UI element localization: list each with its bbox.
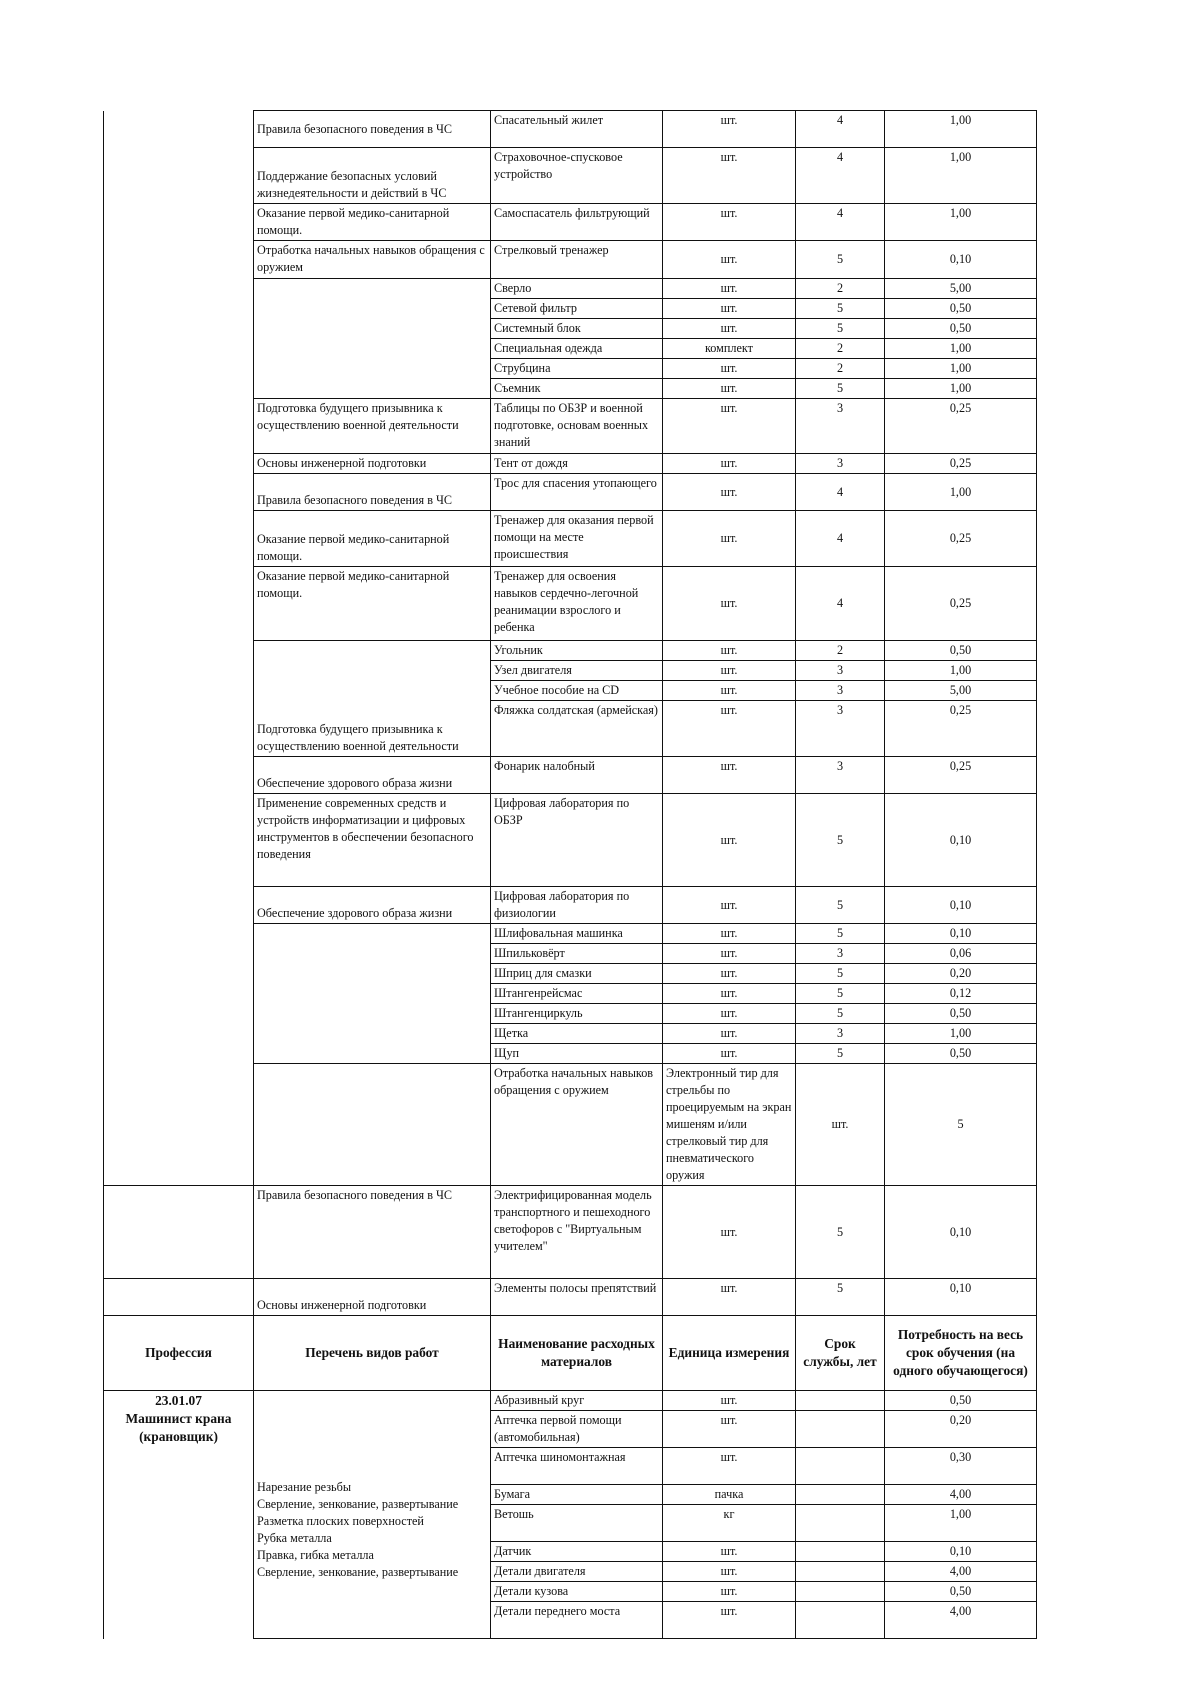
- need-cell: 0,50: [885, 1044, 1037, 1064]
- life-cell: 5: [796, 887, 885, 924]
- material-cell: Детали переднего моста: [491, 1602, 663, 1639]
- work-cell: Отработка начальных навыков обращения с оружием: [254, 241, 491, 279]
- unit-cell: шт.: [663, 887, 796, 924]
- material-cell: Шприц для смазки: [491, 964, 663, 984]
- material-cell: Электронный тир для стрельбы по проецируемым на экран мишеням и/или стрелковый тир для пневматического оружия: [663, 1064, 796, 1186]
- life-cell: 3: [796, 701, 885, 757]
- work-cell: Основы инженерной подготовки: [254, 1279, 491, 1316]
- material-cell: Элементы полосы препятствий: [491, 1279, 663, 1316]
- life-cell: [796, 1448, 885, 1485]
- material-cell: Учебное пособие на CD: [491, 681, 663, 701]
- need-cell: 0,10: [885, 924, 1037, 944]
- unit-cell: шт.: [663, 279, 796, 299]
- table-row: [104, 111, 1037, 148]
- material-cell: Щуп: [491, 1044, 663, 1064]
- life-cell: 4: [796, 511, 885, 567]
- life-cell: [796, 1562, 885, 1582]
- life-cell: 3: [796, 757, 885, 794]
- life-cell: 4: [796, 148, 885, 204]
- need-cell: 0,12: [885, 984, 1037, 1004]
- life-cell: 5: [796, 319, 885, 339]
- unit-cell: шт.: [663, 757, 796, 794]
- need-cell: 0,50: [885, 1004, 1037, 1024]
- unit-cell: шт.: [663, 474, 796, 511]
- life-cell: 4: [796, 474, 885, 511]
- material-cell: Аптечка первой помощи (автомобильная): [491, 1411, 663, 1448]
- unit-cell: шт.: [663, 454, 796, 474]
- unit-cell: пачка: [663, 1485, 796, 1505]
- unit-cell: шт.: [663, 567, 796, 641]
- need-cell: 0,10: [885, 241, 1037, 279]
- life-cell: 5: [885, 1064, 1037, 1186]
- need-cell: 1,00: [885, 1505, 1037, 1542]
- table-row: [104, 1186, 1037, 1279]
- unit-cell: шт.: [663, 359, 796, 379]
- unit-cell: шт.: [663, 511, 796, 567]
- need-cell: 0,50: [885, 319, 1037, 339]
- unit-cell: шт.: [663, 681, 796, 701]
- unit-cell: шт.: [663, 1562, 796, 1582]
- material-cell: Детали двигателя: [491, 1562, 663, 1582]
- need-cell: 1,00: [885, 111, 1037, 148]
- work-cell: Отработка начальных навыков обращения с оружием: [491, 1064, 663, 1186]
- life-cell: 3: [796, 1024, 885, 1044]
- life-cell: 2: [796, 359, 885, 379]
- life-cell: 2: [796, 279, 885, 299]
- work-item: Рубка металла: [257, 1531, 332, 1545]
- unit-cell: шт.: [663, 944, 796, 964]
- life-cell: [796, 1542, 885, 1562]
- work-cell: Правила безопасного поведения в ЧС: [254, 111, 491, 148]
- life-cell: 5: [796, 794, 885, 887]
- material-cell: Специальная одежда: [491, 339, 663, 359]
- material-cell: Бумага: [491, 1485, 663, 1505]
- need-cell: 1,00: [885, 359, 1037, 379]
- material-cell: Фонарик налобный: [491, 757, 663, 794]
- work-cell: Применение современных средств и устройств информатизации и цифровых инструментов в обеспечении безопасного поведения: [254, 794, 491, 887]
- unit-cell: шт.: [663, 1004, 796, 1024]
- work-item: Сверление, зенкование, развертывание: [257, 1497, 459, 1511]
- life-cell: 3: [796, 944, 885, 964]
- need-cell: 0,25: [885, 454, 1037, 474]
- need-cell: 0,10: [885, 1186, 1037, 1279]
- need-cell: 4,00: [885, 1602, 1037, 1639]
- need-cell: 0,10: [885, 794, 1037, 887]
- life-cell: 2: [796, 641, 885, 661]
- need-cell: 0,25: [885, 511, 1037, 567]
- material-cell: Абразивный круг: [491, 1391, 663, 1411]
- profession-cell: [104, 1391, 254, 1639]
- material-cell: Стрелковый тренажер: [491, 241, 663, 279]
- need-cell: 0,20: [885, 1411, 1037, 1448]
- profession-cell-empty: [254, 1064, 491, 1186]
- material-cell: Фляжка солдатская (армейская): [491, 701, 663, 757]
- need-cell: 0,25: [885, 399, 1037, 454]
- header-works: Перечень видов работ: [254, 1316, 491, 1391]
- unit-cell: шт.: [796, 1064, 885, 1186]
- work-cell: Правила безопасного поведения в ЧС: [254, 1186, 491, 1279]
- material-cell: Трос для спасения утопающего: [491, 474, 663, 511]
- material-cell: Таблицы по ОБЗР и военной подготовке, основам военных знаний: [491, 399, 663, 454]
- need-cell: 0,10: [885, 1542, 1037, 1562]
- need-cell: 0,50: [885, 641, 1037, 661]
- materials-table: [103, 110, 1037, 1639]
- work-cell: Поддержание безопасных условий жизнедеятельности и действий в ЧС: [254, 148, 491, 204]
- header-life: Срок службы, лет: [796, 1316, 885, 1391]
- profession-cell-empty: [104, 1279, 254, 1316]
- life-cell: 5: [796, 1004, 885, 1024]
- unit-cell: шт.: [663, 111, 796, 148]
- need-cell: 1,00: [885, 339, 1037, 359]
- material-cell: Штангенрейсмас: [491, 984, 663, 1004]
- life-cell: [796, 1391, 885, 1411]
- material-cell: Спасательный жилет: [491, 111, 663, 148]
- work-cell: [254, 279, 491, 399]
- life-cell: 4: [796, 567, 885, 641]
- profession-code: 23.01.07: [155, 1393, 202, 1408]
- unit-cell: шт.: [663, 241, 796, 279]
- works-list-cell: [254, 1391, 491, 1639]
- life-cell: 5: [796, 1279, 885, 1316]
- need-cell: 0,10: [885, 887, 1037, 924]
- life-cell: [796, 1505, 885, 1542]
- unit-cell: шт.: [663, 661, 796, 681]
- table-row: [104, 1279, 1037, 1316]
- unit-cell: шт.: [663, 1448, 796, 1485]
- unit-cell: кг: [663, 1505, 796, 1542]
- need-cell: 1,00: [885, 1024, 1037, 1044]
- material-cell: Цифровая лаборатория по ОБЗР: [491, 794, 663, 887]
- material-cell: Щетка: [491, 1024, 663, 1044]
- unit-cell: шт.: [663, 148, 796, 204]
- profession-name: Машинист крана (крановщик): [125, 1411, 232, 1444]
- life-cell: 5: [796, 241, 885, 279]
- life-cell: 5: [796, 984, 885, 1004]
- need-cell: 0,06: [885, 944, 1037, 964]
- need-cell: 0,25: [885, 701, 1037, 757]
- material-cell: Цифровая лаборатория по физиологии: [491, 887, 663, 924]
- life-cell: 5: [796, 299, 885, 319]
- material-cell: Съемник: [491, 379, 663, 399]
- unit-cell: шт.: [663, 379, 796, 399]
- need-cell: 0,50: [885, 299, 1037, 319]
- need-cell: 1,00: [885, 474, 1037, 511]
- work-item: Разметка плоских поверхностей: [257, 1514, 424, 1528]
- life-cell: 3: [796, 681, 885, 701]
- material-cell: Сетевой фильтр: [491, 299, 663, 319]
- work-cell: [254, 924, 491, 1064]
- material-cell: Струбцина: [491, 359, 663, 379]
- unit-cell: шт.: [663, 399, 796, 454]
- unit-cell: шт.: [663, 794, 796, 887]
- profession-cell-empty: [104, 1186, 254, 1279]
- work-cell: Оказание первой медико-санитарной помощи.: [254, 511, 491, 567]
- work-item: Правка, гибка металла: [257, 1548, 374, 1562]
- material-cell: Ветошь: [491, 1505, 663, 1542]
- header-unit: Единица измерения: [663, 1316, 796, 1391]
- material-cell: Детали кузова: [491, 1582, 663, 1602]
- need-cell: 0,25: [885, 757, 1037, 794]
- need-cell: 0,50: [885, 1582, 1037, 1602]
- need-cell: 0,50: [885, 1391, 1037, 1411]
- work-item: Нарезание резьбы: [257, 1480, 352, 1494]
- need-cell: 1,00: [885, 661, 1037, 681]
- unit-cell: шт.: [663, 1279, 796, 1316]
- unit-cell: комплект: [663, 339, 796, 359]
- life-cell: 4: [796, 111, 885, 148]
- material-cell: Страховочное-спусковое устройство: [491, 148, 663, 204]
- header-profession: Профессия: [104, 1316, 254, 1391]
- header-need: Потребность на весь срок обучения (на одного обучающегося): [885, 1316, 1037, 1391]
- unit-cell: шт.: [663, 1542, 796, 1562]
- need-cell: 4,00: [885, 1562, 1037, 1582]
- work-cell: Обеспечение здорового образа жизни: [254, 757, 491, 794]
- unit-cell: шт.: [663, 204, 796, 241]
- unit-cell: шт.: [663, 1024, 796, 1044]
- life-cell: [796, 1411, 885, 1448]
- life-cell: 5: [796, 1186, 885, 1279]
- life-cell: 5: [796, 964, 885, 984]
- unit-cell: шт.: [663, 924, 796, 944]
- work-cell: Правила безопасного поведения в ЧС: [254, 474, 491, 511]
- material-cell: Самоспасатель фильтрующий: [491, 204, 663, 241]
- unit-cell: шт.: [663, 1044, 796, 1064]
- unit-cell: шт.: [663, 984, 796, 1004]
- need-cell: 5,00: [885, 279, 1037, 299]
- life-cell: 5: [796, 1044, 885, 1064]
- material-cell: Тренажер для освоения навыков сердечно-легочной реанимации взрослого и ребенка: [491, 567, 663, 641]
- unit-cell: шт.: [663, 1411, 796, 1448]
- profession-cell-empty: [104, 111, 254, 1186]
- unit-cell: шт.: [663, 319, 796, 339]
- life-cell: [796, 1602, 885, 1639]
- life-cell: 2: [796, 339, 885, 359]
- unit-cell: шт.: [663, 1186, 796, 1279]
- need-cell: 0,10: [885, 1279, 1037, 1316]
- life-cell: 4: [796, 204, 885, 241]
- material-cell: Тент от дождя: [491, 454, 663, 474]
- need-cell: 0,25: [885, 567, 1037, 641]
- life-cell: 3: [796, 661, 885, 681]
- unit-cell: шт.: [663, 1391, 796, 1411]
- work-cell: Подготовка будущего призывника к осуществлению военной деятельности: [254, 641, 491, 757]
- work-cell: Оказание первой медико-санитарной помощи.: [254, 567, 491, 641]
- unit-cell: шт.: [663, 641, 796, 661]
- header-material: Наименование расходных материалов: [491, 1316, 663, 1391]
- need-cell: 5,00: [885, 681, 1037, 701]
- life-cell: 5: [796, 379, 885, 399]
- material-cell: Сверло: [491, 279, 663, 299]
- material-cell: Штангенциркуль: [491, 1004, 663, 1024]
- work-cell: Обеспечение здорового образа жизни: [254, 887, 491, 924]
- material-cell: Шлифовальная машинка: [491, 924, 663, 944]
- need-cell: 4,00: [885, 1485, 1037, 1505]
- document-page: [103, 110, 1036, 1639]
- need-cell: 1,00: [885, 148, 1037, 204]
- need-cell: 0,30: [885, 1448, 1037, 1485]
- life-cell: 3: [796, 454, 885, 474]
- work-item: Сверление, зенкование, развертывание: [257, 1565, 459, 1579]
- work-cell: Основы инженерной подготовки: [254, 454, 491, 474]
- unit-cell: шт.: [663, 1582, 796, 1602]
- life-cell: [796, 1485, 885, 1505]
- work-cell: Подготовка будущего призывника к осуществлению военной деятельности: [254, 399, 491, 454]
- material-cell: Аптечка шиномонтажная: [491, 1448, 663, 1485]
- table-row: [104, 1391, 1037, 1411]
- material-cell: Электрифицированная модель транспортного и пешеходного светофоров с "Виртуальным учителем": [491, 1186, 663, 1279]
- table-header-row: [104, 1316, 1037, 1391]
- life-cell: 5: [796, 924, 885, 944]
- unit-cell: шт.: [663, 701, 796, 757]
- material-cell: Шпильковёрт: [491, 944, 663, 964]
- material-cell: Системный блок: [491, 319, 663, 339]
- need-cell: 1,00: [885, 379, 1037, 399]
- work-cell: Оказание первой медико-санитарной помощи.: [254, 204, 491, 241]
- life-cell: 3: [796, 399, 885, 454]
- material-cell: Угольник: [491, 641, 663, 661]
- unit-cell: шт.: [663, 964, 796, 984]
- material-cell: Тренажер для оказания первой помощи на месте происшествия: [491, 511, 663, 567]
- material-cell: Датчик: [491, 1542, 663, 1562]
- need-cell: 0,20: [885, 964, 1037, 984]
- need-cell: 1,00: [885, 204, 1037, 241]
- unit-cell: шт.: [663, 1602, 796, 1639]
- unit-cell: шт.: [663, 299, 796, 319]
- life-cell: [796, 1582, 885, 1602]
- material-cell: Узел двигателя: [491, 661, 663, 681]
